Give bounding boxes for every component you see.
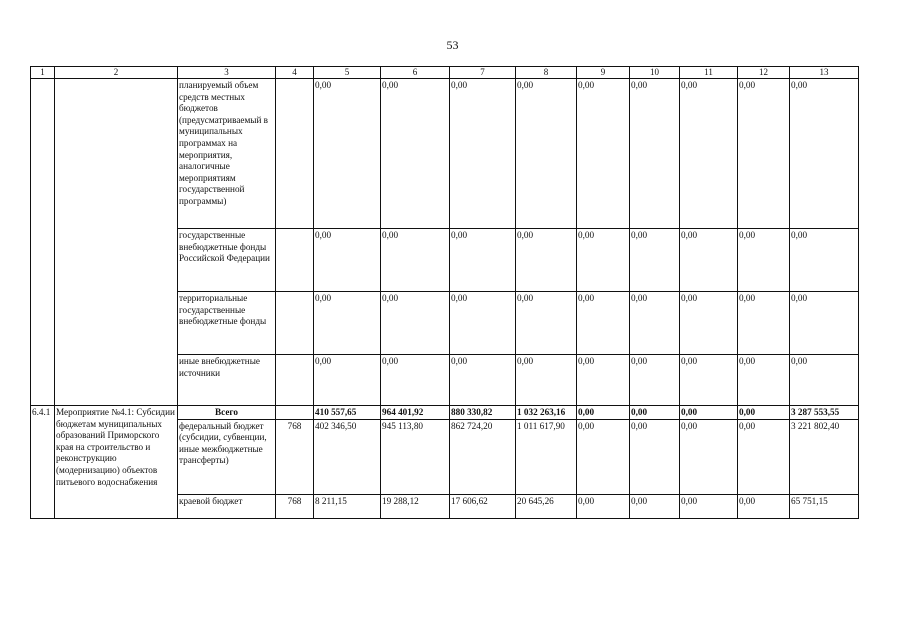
cell-name-empty	[55, 79, 178, 406]
value-cell: 0,00	[577, 355, 630, 406]
code-cell: 768	[276, 494, 314, 518]
measure-number: 6.4.1	[31, 406, 55, 519]
value-cell: 0,00	[516, 229, 577, 292]
value-cell: 402 346,50	[314, 419, 381, 494]
value-cell: 0,00	[738, 355, 790, 406]
value-cell: 0,00	[450, 355, 516, 406]
value-cell: 0,00	[630, 79, 680, 229]
value-cell: 0,00	[680, 494, 738, 518]
value-cell: 0,00	[381, 292, 450, 355]
value-cell: 862 724,20	[450, 419, 516, 494]
value-cell: 0,00	[314, 292, 381, 355]
value-cell: 0,00	[680, 355, 738, 406]
measure-name: Мероприятие №4.1: Субсидии бюджетам муниципальных образований Приморского края на строительство и реконструкцию (модернизацию) объектов питьевого водоснабжения	[55, 406, 178, 519]
column-header: 8	[516, 67, 577, 79]
value-cell: 0,00	[790, 292, 859, 355]
column-header: 10	[630, 67, 680, 79]
column-header: 13	[790, 67, 859, 79]
value-cell: 17 606,62	[450, 494, 516, 518]
column-header: 2	[55, 67, 178, 79]
value-cell: 0,00	[630, 419, 680, 494]
value-cell: 0,00	[577, 406, 630, 420]
column-header: 11	[680, 67, 738, 79]
budget-table	[30, 66, 859, 519]
column-header: 5	[314, 67, 381, 79]
value-cell: 20 645,26	[516, 494, 577, 518]
value-cell: 880 330,82	[450, 406, 516, 420]
table-row-total	[31, 406, 859, 420]
column-header: 6	[381, 67, 450, 79]
funding-source-cell: государственные внебюджетные фонды Российской Федерации	[178, 229, 276, 292]
value-cell: 0,00	[630, 229, 680, 292]
value-cell: 1 032 263,16	[516, 406, 577, 420]
value-cell: 0,00	[450, 229, 516, 292]
value-cell: 0,00	[381, 229, 450, 292]
value-cell: 8 211,15	[314, 494, 381, 518]
column-header: 9	[577, 67, 630, 79]
code-cell: 768	[276, 419, 314, 494]
table-row	[31, 79, 859, 229]
column-header: 3	[178, 67, 276, 79]
value-cell: 0,00	[577, 419, 630, 494]
code-cell	[276, 355, 314, 406]
value-cell: 0,00	[381, 355, 450, 406]
value-cell: 0,00	[630, 355, 680, 406]
value-cell: 19 288,12	[381, 494, 450, 518]
page-number: 53	[446, 38, 459, 52]
column-header: 4	[276, 67, 314, 79]
value-cell: 0,00	[680, 229, 738, 292]
value-cell: 0,00	[680, 292, 738, 355]
code-cell	[276, 292, 314, 355]
value-cell: 65 751,15	[790, 494, 859, 518]
value-cell: 3 221 802,40	[790, 419, 859, 494]
value-cell: 0,00	[738, 494, 790, 518]
value-cell: 0,00	[516, 292, 577, 355]
value-cell: 0,00	[450, 292, 516, 355]
value-cell: 0,00	[450, 79, 516, 229]
value-cell: 0,00	[680, 419, 738, 494]
value-cell: 0,00	[738, 419, 790, 494]
funding-source-cell: иные внебюджетные источники	[178, 355, 276, 406]
value-cell: 1 011 617,90	[516, 419, 577, 494]
value-cell: 0,00	[381, 79, 450, 229]
funding-source-cell: Всего	[178, 406, 276, 420]
value-cell: 0,00	[790, 79, 859, 229]
code-cell	[276, 406, 314, 420]
funding-source-cell: федеральный бюджет (субсидии, субвенции, иные межбюджетные трансферты)	[178, 419, 276, 494]
value-cell: 0,00	[314, 229, 381, 292]
value-cell: 0,00	[738, 406, 790, 420]
value-cell: 0,00	[577, 79, 630, 229]
value-cell: 0,00	[314, 355, 381, 406]
value-cell: 0,00	[577, 229, 630, 292]
value-cell: 945 113,80	[381, 419, 450, 494]
value-cell: 410 557,65	[314, 406, 381, 420]
value-cell: 3 287 553,55	[790, 406, 859, 420]
value-cell: 0,00	[630, 406, 680, 420]
column-header: 7	[450, 67, 516, 79]
value-cell: 0,00	[516, 79, 577, 229]
value-cell: 0,00	[577, 494, 630, 518]
value-cell: 0,00	[314, 79, 381, 229]
value-cell: 0,00	[790, 355, 859, 406]
value-cell: 0,00	[790, 229, 859, 292]
code-cell	[276, 229, 314, 292]
value-cell: 0,00	[738, 229, 790, 292]
funding-source-cell: планируемый объем средств местных бюджетов (предусматриваемый в муниципальных программах на мероприятия, аналогичные мероприятиям государственной программы)	[178, 79, 276, 229]
cell-number-empty	[31, 79, 55, 406]
value-cell: 0,00	[738, 79, 790, 229]
column-number-row	[31, 67, 859, 79]
value-cell: 0,00	[516, 355, 577, 406]
value-cell: 964 401,92	[381, 406, 450, 420]
value-cell: 0,00	[577, 292, 630, 355]
column-header: 12	[738, 67, 790, 79]
funding-source-cell: территориальные государственные внебюджетные фонды	[178, 292, 276, 355]
column-header: 1	[31, 67, 55, 79]
funding-source-cell: краевой бюджет	[178, 494, 276, 518]
value-cell: 0,00	[630, 494, 680, 518]
value-cell: 0,00	[738, 292, 790, 355]
value-cell: 0,00	[680, 406, 738, 420]
value-cell: 0,00	[630, 292, 680, 355]
code-cell	[276, 79, 314, 229]
value-cell: 0,00	[680, 79, 738, 229]
